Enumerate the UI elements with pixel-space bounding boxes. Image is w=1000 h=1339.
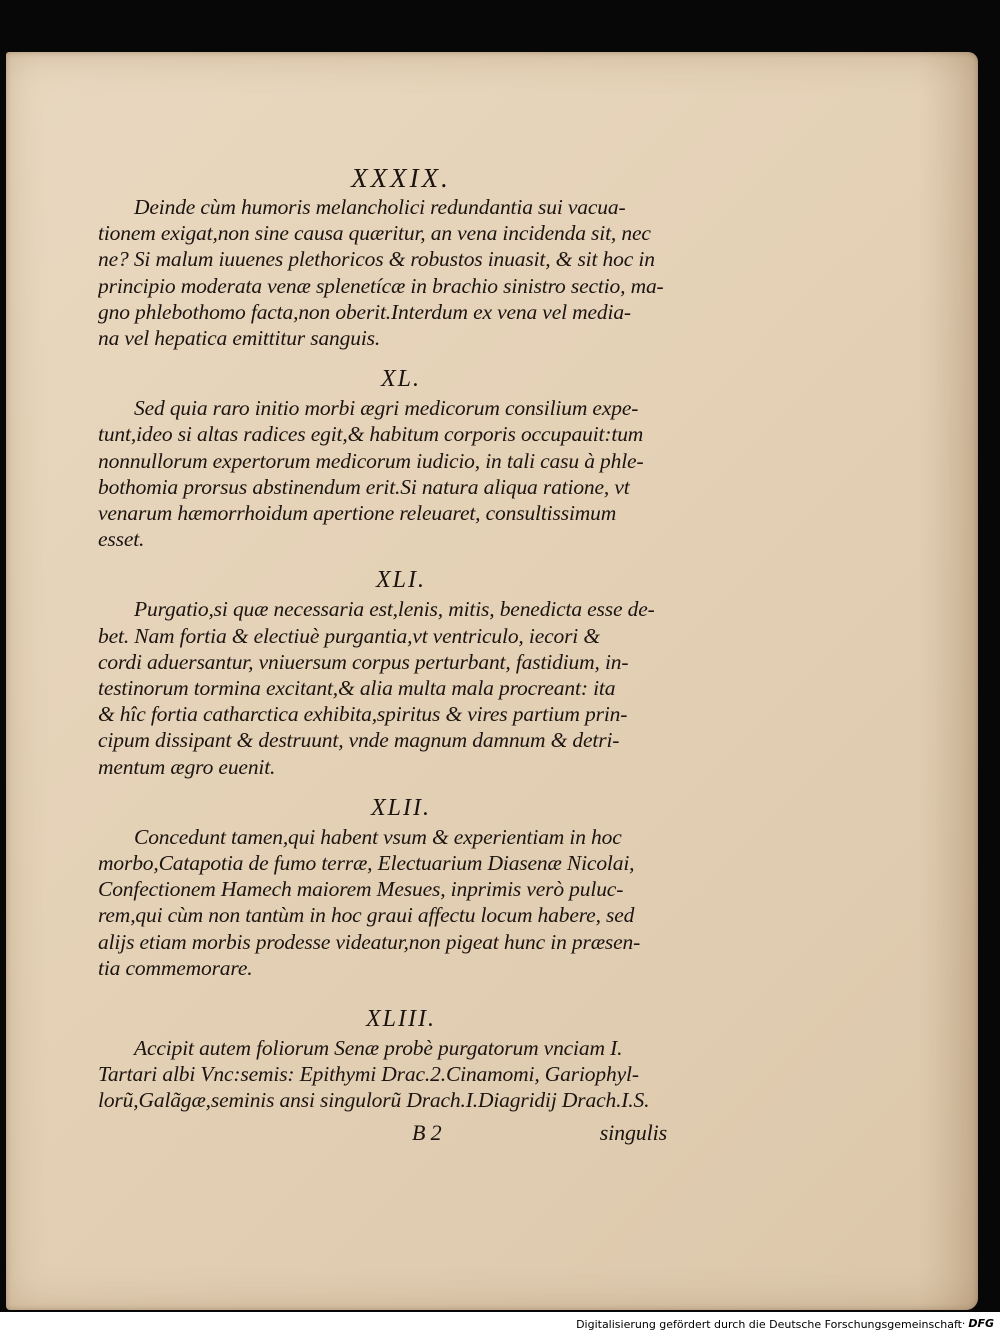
section-43: [98, 1005, 664, 1114]
section-40: [98, 365, 664, 552]
text-line: principio moderata venæ splenetícæ in brachio sinistro sectio, ma-: [98, 273, 664, 298]
page-text: [98, 163, 667, 1150]
text-line: cordi aduersantur, vniuersum corpus perturbant, fastidium, in-: [98, 649, 629, 674]
dfg-logo-text: DFG: [968, 1317, 994, 1330]
text-line: morbo,Catapotia de fumo terræ, Electuarium Diasenæ Nicolai,: [98, 851, 635, 876]
text-line: venarum hæmorrhoidum apertione releuaret, consultissimum: [98, 501, 617, 526]
section-41: [98, 566, 664, 779]
text-line: tia commemorare.: [98, 955, 253, 980]
text-line: lorũ,Galãgæ,seminis ansi singulorũ Drach.I.Diagridij Drach.I.S.: [98, 1088, 650, 1113]
text-line: bet. Nam fortia & electiuè purgantia,vt ventriculo, iecori &: [98, 623, 600, 648]
book-page: [6, 52, 978, 1310]
text-line: alijs etiam morbis prodesse videatur,non pigeat hunc in præsen-: [98, 929, 641, 954]
section-39: [98, 164, 664, 351]
signature-mark: B 2: [412, 1119, 442, 1145]
text-line: Accipit autem foliorum Senæ probè purgatorum vnciam I.: [134, 1036, 623, 1061]
separator-dot-icon: ·: [961, 1317, 966, 1330]
section-heading: XLII.: [371, 794, 431, 821]
text-line: Tartari albi Vnc:semis: Epithymi Drac.2.Cinamomi, Gariophyl-: [98, 1062, 639, 1087]
catchword: singulis: [599, 1119, 667, 1145]
section-42: [98, 794, 664, 981]
text-line: Sed quia raro initio morbi ægri medicorum consilium expe-: [134, 396, 639, 421]
dfg-logo: [962, 1317, 994, 1330]
text-line: mentum ægro euenit.: [98, 754, 276, 779]
section-heading: XLI.: [376, 567, 426, 594]
text-line: gno phlebothomo facta,non oberit.Interdum ex vena vel media-: [98, 299, 631, 324]
text-line: esset.: [98, 527, 145, 552]
text-line: tionem exigat,non sine causa quæritur, an vena incidenda sit, nec: [98, 221, 651, 246]
text-line: & hîc fortia catharctica exhibita,spiritus & vires partium prin-: [98, 702, 628, 727]
text-line: ne? Si malum iuuenes plethoricos & robustos inuasit, & sit hoc in: [98, 247, 655, 272]
text-line: cipum dissipant & destruunt, vnde magnum damnum & detri-: [98, 728, 620, 753]
text-line: Concedunt tamen,qui habent vsum & experientiam in hoc: [134, 824, 622, 849]
digitization-credit: Digitalisierung gefördert durch die Deutsche Forschungsgemeinschaft: [576, 1318, 962, 1331]
text-line: Deinde cùm humoris melancholici redundantia sui vacua-: [134, 195, 626, 219]
digitization-credit-bar: [0, 1312, 1000, 1339]
section-heading: XXXIX.: [351, 163, 451, 193]
section-heading: XL.: [380, 366, 421, 393]
page-footer: [98, 1119, 667, 1150]
text-line: Purgatio,si quæ necessaria est,lenis, mitis, benedicta esse de-: [134, 597, 655, 622]
text-line: na vel hepatica emittitur sanguis.: [98, 326, 381, 351]
text-line: tunt,ideo si altas radices egit,& habitum corporis occupauit:tum: [98, 422, 644, 447]
text-line: nonnullorum expertorum medicorum iudicio, in tali casu à phle-: [98, 448, 644, 473]
text-line: Confectionem Hamech maiorem Mesues, inprimis verò puluc-: [98, 877, 624, 902]
text-line: rem,qui cùm non tantùm in hoc graui affectu locum habere, sed: [98, 903, 635, 928]
section-heading: XLIII.: [366, 1006, 436, 1033]
text-line: bothomia prorsus abstinendum erit.Si natura aliqua ratione, vt: [98, 474, 630, 499]
text-line: testinorum tormina excitant,& alia multa mala procreant: ita: [98, 676, 616, 701]
